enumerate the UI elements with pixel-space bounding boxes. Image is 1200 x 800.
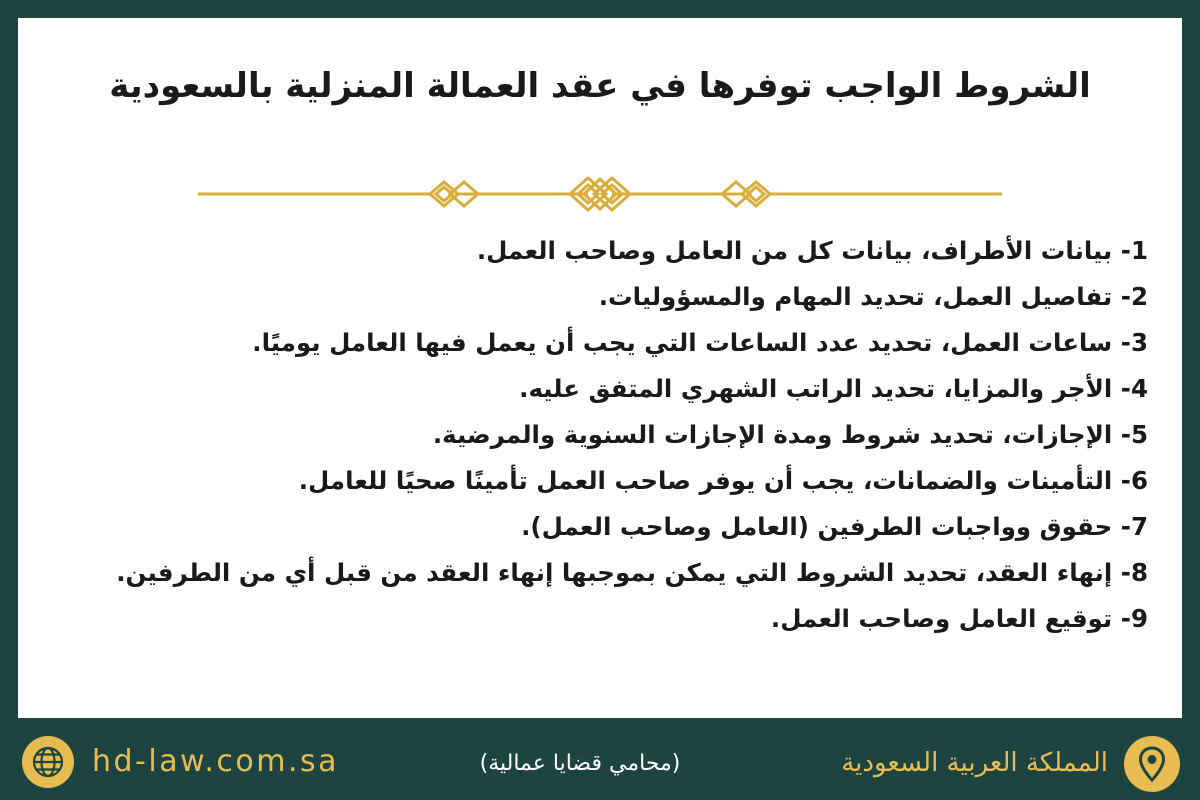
list-item: 7- حقوق وواجبات الطرفين (العامل وصاحب العمل). bbox=[521, 512, 1148, 541]
conditions-list bbox=[52, 228, 1148, 642]
divider-ornament bbox=[198, 176, 1002, 212]
list-item: 8- إنهاء العقد، تحديد الشروط التي يمكن بموجبها إنهاء العقد من قبل أي من الطرفين. bbox=[116, 558, 1148, 587]
list-item: 2- تفاصيل العمل، تحديد المهام والمسؤوليات. bbox=[598, 282, 1148, 311]
location-pin-icon bbox=[1124, 736, 1180, 792]
content-card bbox=[18, 18, 1182, 718]
list-item: 9- توقيع العامل وصاحب العمل. bbox=[770, 604, 1148, 633]
list-item: 4- الأجر والمزايا، تحديد الراتب الشهري المتفق عليه. bbox=[519, 374, 1148, 403]
globe-icon bbox=[22, 736, 74, 788]
country-label: المملكة العربية السعودية bbox=[841, 748, 1108, 778]
footer-bar bbox=[0, 718, 1200, 800]
list-item: 6- التأمينات والضمانات، يجب أن يوفر صاحب العمل تأمينًا صحيًا للعامل. bbox=[298, 466, 1148, 495]
list-item: 5- الإجازات، تحديد شروط ومدة الإجازات السنوية والمرضية. bbox=[432, 420, 1148, 449]
tagline: (محامي قضايا عمالية) bbox=[479, 751, 681, 776]
list-item: 3- ساعات العمل، تحديد عدد الساعات التي يجب أن يعمل فيها العامل يوميًا. bbox=[252, 328, 1148, 357]
website-link[interactable]: hd-law.com.sa bbox=[92, 744, 340, 779]
list-item: 1- بيانات الأطراف، بيانات كل من العامل وصاحب العمل. bbox=[476, 236, 1148, 265]
page-title: الشروط الواجب توفرها في عقد العمالة المنزلية بالسعودية bbox=[109, 66, 1091, 106]
